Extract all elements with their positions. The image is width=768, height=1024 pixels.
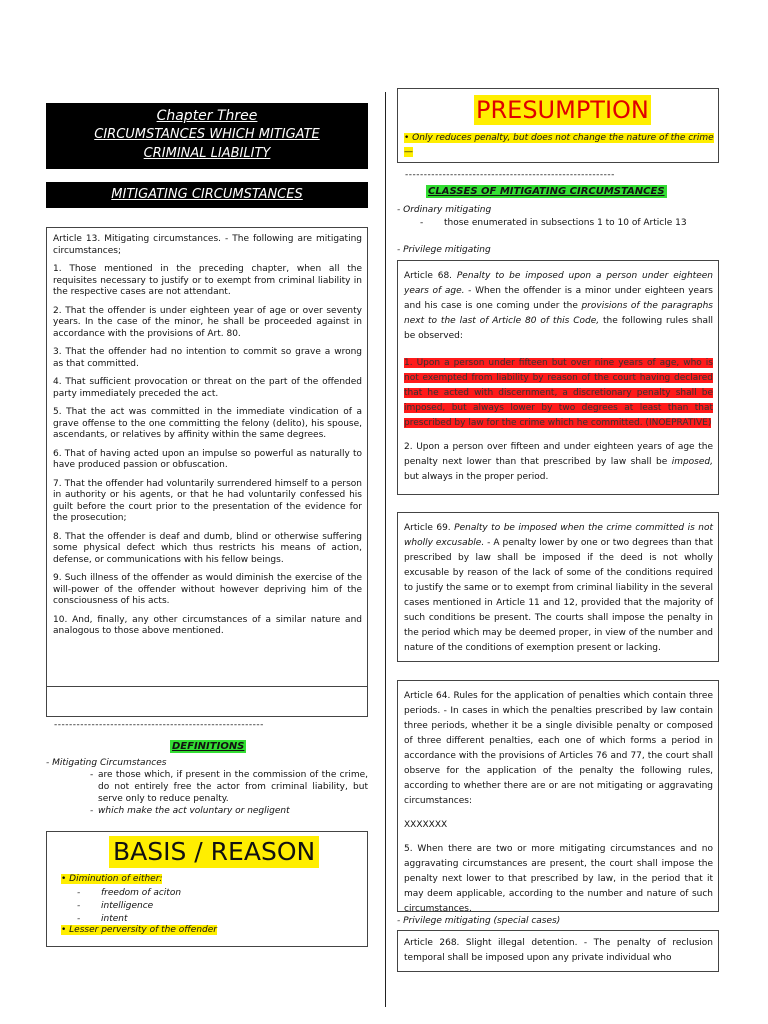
article-13-item: 4. That sufficient provocation or threat on the part of the offended party immediately preceded the act.	[53, 377, 362, 399]
article-69-box	[397, 512, 719, 662]
article-68-para-2-italic: imposed,	[671, 457, 713, 467]
article-13-intro: Article 13. Mitigating circumstances. - The following are mitigating circumstances;	[53, 234, 362, 256]
ordinary-item: - those enumerated in subsections 1 to 10 of Article 13	[420, 218, 687, 228]
article-13-item: 8. That the offender is deaf and dumb, blind or otherwise suffering some physical defect which thus restricts his means of action, defense, or communications with his fellow beings.	[53, 531, 362, 565]
article-13-item: 3. That the offender had no intention to commit so grave a wrong as that committed.	[53, 347, 362, 369]
basis-item: intent	[101, 914, 128, 924]
article-13-box	[46, 227, 368, 687]
article-68-head: Article 68.	[404, 271, 453, 281]
presumption-box	[397, 88, 719, 163]
article-13-item: 6. That of having acted upon an impulse so powerful as naturally to have produced passion or obfuscation.	[53, 448, 362, 470]
definition-text-2: which make the act voluntary or negligent	[98, 806, 290, 816]
article-68-para-1: 1. Upon a person under fifteen but over nine years of age, who is not exempted from liability by reason of the court having declared that he acted with discernment, a discretionary penalty shall be imposed, but always lower by two degrees at least than that prescribed by law for the crime which he committed. (INOEPRATIVE)	[404, 358, 713, 428]
presumption-heading: PRESUMPTION	[476, 96, 649, 124]
article-13-item: 2. That the offender is under eighteen year of age or over seventy years. In the case of the minor, he shall be proceeded against in accordance with the provisions of Art. 80.	[53, 305, 362, 339]
article-64-box	[397, 680, 719, 912]
article-68-para-2-tail: but always in the proper period.	[404, 472, 549, 482]
ordinary-label: - Ordinary mitigating	[397, 205, 492, 215]
basis-bullet-2: • Lesser perversity of the offender	[61, 925, 217, 935]
article-68-box	[397, 260, 719, 495]
basis-list: - freedom of aciton - intelligence - intent	[77, 888, 182, 924]
ordinary-item-text: those enumerated in subsections 1 to 10 of Article 13	[444, 218, 687, 228]
article-268-text: Article 268. Slight illegal detention. - The penalty of reclusion temporal shall be imposed upon any private individual who	[404, 938, 713, 963]
article-68-para-2: 2. Upon a person over fifteen and under eighteen years of age the penalty next lower than that prescribed by law shall be	[404, 442, 713, 467]
basis-reason-box	[46, 831, 368, 947]
article-69-text: - A penalty lower by one or two degrees than that prescribed by law shall be imposed if the deed is not wholly excusable by reason of the lack of some of the conditions required to justify the same or to exempt from criminal liability in the several cases mentioned in Article 11 and 12, provided that the majority of such conditions be present. The courts shall impose the penalty in the period which may be deemed proper, in view of the number and nature of the conditions of exemption present or lacking.	[404, 538, 713, 653]
article-68-italic: provisions of the paragraphs next to the last of Article 80 of this Code,	[404, 301, 713, 326]
article-13-item: 7. That the offender had voluntarily surrendered himself to a person in authority or his agents, or that he had voluntarily confessed his guilt before the court prior to the presentation of the evidence for the prosecution;	[53, 478, 362, 523]
separator: --------------------------------------------------------	[54, 720, 264, 730]
chapter-subtitle-2: CRIMINAL LIABILITY	[143, 146, 271, 161]
article-69-head: Article 69.	[404, 523, 451, 533]
chapter-subtitle-1: CIRCUMSTANCES WHICH MITIGATE	[94, 127, 320, 142]
chapter-title: Chapter Three	[156, 108, 258, 124]
privilege-special-label: - Privilege mitigating (special cases)	[397, 916, 561, 926]
article-13-item: 5. That the act was committed in the immediate vindication of a grave offense to the one committing the felony (delito), his spouse, ascendants, or relatives by affinity within the same degrees.	[53, 407, 362, 440]
article-64-placeholder: XXXXXXX	[404, 820, 448, 830]
article-64-para-5: 5. When there are two or more mitigating circumstances and no aggravating circumstances are present, the court shall impose the penalty next lower to that prescribed by law, in the period that it may deem applicable, according to the number and nature of such circumstances.	[404, 844, 713, 914]
basis-bullet-1: • Diminution of either:	[61, 874, 163, 884]
article-13-item: 9. Such illness of the offender as would diminish the exercise of the will-power of the offender without however depriving him of the consciousness of his acts.	[53, 573, 362, 606]
privilege-label: - Privilege mitigating	[397, 245, 491, 255]
definition-item: - are those which, if present in the commission of the crime, do not entirely free the actor from criminal liability, but serve only to reduce penalty. - which make the act voluntary or negligent	[90, 770, 368, 816]
empty-box	[46, 687, 368, 717]
article-13-item: 1. Those mentioned in the preceding chapter, when all the requisites necessary to justify or to exempt from criminal liability in the respective cases are not attendant.	[53, 264, 362, 297]
chapter-title-box	[46, 103, 368, 169]
article-13-item: 10. And, finally, any other circumstances of a similar nature and analogous to those above mentioned.	[53, 614, 362, 636]
definitions-heading: DEFINITIONS	[172, 741, 245, 752]
article-68-title: Penalty to be imposed upon a person under eighteen years of age.	[404, 271, 713, 296]
article-268-box	[397, 930, 719, 972]
definition-text: are those which, if present in the commission of the crime, do not entirely free the actor from criminal liability, but serve only to reduce penalty.	[98, 770, 368, 804]
article-64-text: Article 64. Rules for the application of penalties which contain three periods. - In cases in which the penalties prescribed by law contain three periods, whether it be a single divisible penalty or composed of three different penalties, each one of which forms a period in accordance with the provisions of Articles 76 and 77, the court shall observe for the application of the penalty the following rules, according to whether there are or are not mitigating or aggravating circumstances:	[404, 691, 713, 806]
presumption-text: • Only reduces penalty, but does not change the nature of the crime —	[404, 133, 714, 157]
article-68-tail: the following rules shall be observed:	[404, 316, 713, 341]
article-68-text: - When the offender is a minor under eighteen years and his case is one coming under the	[404, 286, 713, 311]
mitigating-heading: MITIGATING CIRCUMSTANCES	[46, 182, 368, 208]
column-divider	[385, 92, 386, 1007]
article-69-text-block	[404, 521, 713, 656]
basis-item: freedom of aciton	[101, 888, 182, 898]
basis-item: intelligence	[101, 901, 154, 911]
mitigating-label: - Mitigating Circumstances	[46, 758, 167, 768]
classes-heading: CLASSES OF MITIGATING CIRCUMSTANCES	[428, 186, 665, 197]
article-68-intro	[404, 269, 713, 344]
basis-heading: BASIS / REASON	[109, 836, 319, 868]
article-69-title: Penalty to be imposed when the crime committed is not wholly excusable.	[404, 523, 713, 548]
separator-right: --------------------------------------------------------	[405, 170, 615, 180]
